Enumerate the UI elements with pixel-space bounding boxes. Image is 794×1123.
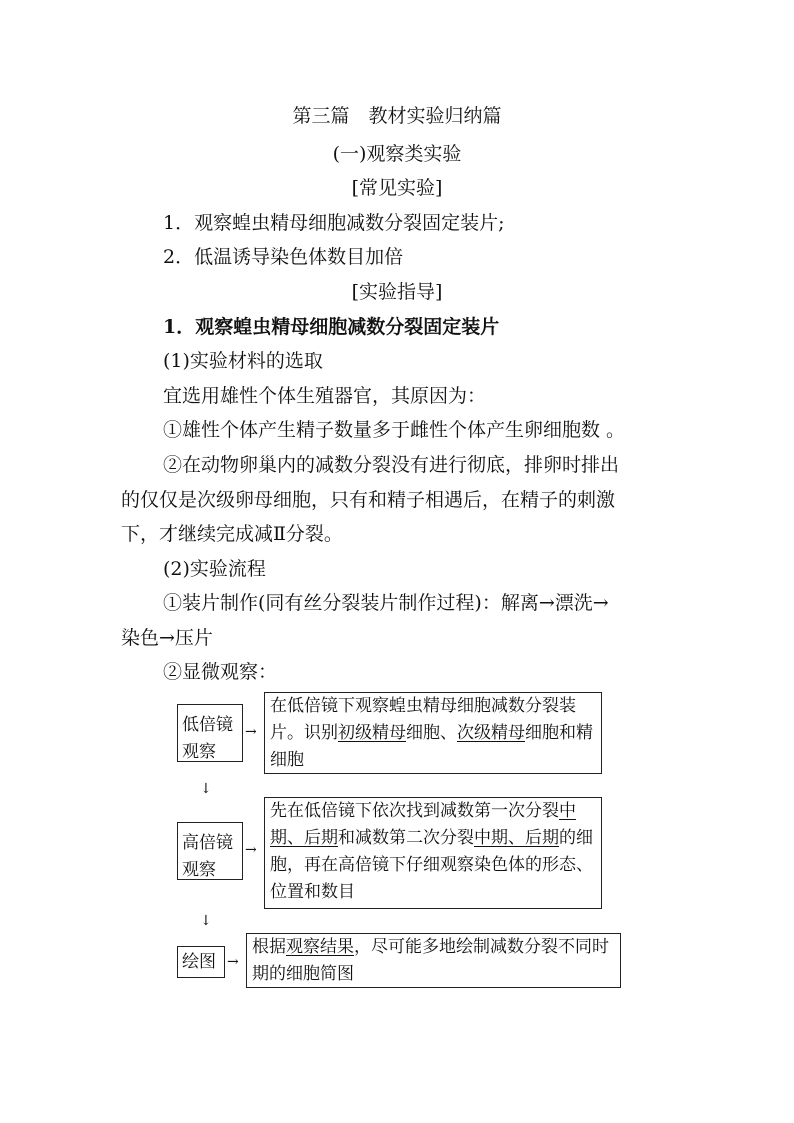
guide-heading: 1．观察蝗虫精母细胞减数分裂固定装片 — [163, 316, 500, 338]
material-intro: 宜选用雄性个体生殖器官，其原因为： — [163, 385, 487, 407]
drawing-label-box — [177, 946, 225, 978]
high-power-label-line-1: 高倍镜 — [182, 833, 233, 853]
step-1-line-2: 染色→压片 — [121, 627, 213, 649]
high-power-label-box — [177, 822, 243, 880]
high-power-label-line-2: 观察 — [182, 860, 216, 880]
experiment-item-2: 2．低温诱导染色体数目加倍 — [163, 246, 404, 268]
reason-1: ①雄性个体产生精子数量多于雌性个体产生卵细胞数 。 — [163, 419, 626, 441]
low-power-label-box — [177, 704, 243, 762]
drawing-desc-text-1: 根据 — [252, 937, 286, 957]
step-2: ②显微观察： — [163, 661, 278, 683]
section-title: (一)观察类实验 — [332, 143, 462, 165]
drawing-desc-underline-1: 观察结果 — [286, 937, 354, 957]
low-power-desc-text-1: 在低倍镜下观察蝗虫精母细胞减数分裂装片。识别 — [270, 696, 576, 743]
low-power-label-line-1: 低倍镜 — [182, 715, 233, 735]
common-experiments-label: [常见实验] — [351, 177, 443, 199]
page-title: 第三篇 教材实验归纳篇 — [292, 105, 502, 127]
reason-2-line-3: 下，才继续完成减Ⅱ分裂。 — [121, 523, 343, 545]
guide-label: [实验指导] — [351, 281, 443, 303]
high-power-desc-text-2: 和减数第二次分裂 — [338, 828, 474, 848]
low-power-desc-box — [264, 692, 602, 774]
step-1-line-1: ①装片制作(同有丝分裂装片制作过程)：解离→漂洗→ — [163, 592, 609, 614]
arrow-down-icon: ↓ — [200, 913, 212, 929]
low-power-desc-underline-1: 初级精母 — [338, 723, 406, 743]
arrow-down-icon: ↓ — [200, 781, 212, 797]
low-power-desc-underline-2: 次级精母 — [457, 723, 525, 743]
material-title: (1)实验材料的选取 — [163, 350, 323, 372]
low-power-label-line-2: 观察 — [182, 742, 216, 762]
high-power-desc-underline-2: 中期、后期 — [474, 828, 559, 848]
low-power-desc-text-2: 细胞、 — [406, 723, 457, 743]
high-power-desc-box — [264, 797, 602, 909]
drawing-label: 绘图 — [182, 952, 216, 972]
experiment-item-1: 1．观察蝗虫精母细胞减数分裂固定装片; — [163, 212, 505, 234]
arrow-right-icon: → — [245, 724, 257, 740]
arrow-right-icon: → — [227, 954, 239, 970]
arrow-right-icon: → — [245, 842, 257, 858]
drawing-desc-box — [246, 933, 621, 988]
reason-2-line-1: ②在动物卵巢内的减数分裂没有进行彻底，排卵时排出 — [163, 454, 620, 476]
flow-title: (2)实验流程 — [163, 558, 266, 580]
high-power-desc-underline-1: 中期、后期 — [270, 801, 576, 848]
reason-2-line-2: 的仅仅是次级卵母细胞，只有和精子相遇后，在精子的刺激 — [121, 489, 616, 511]
high-power-desc-text-3: 的细胞，再在高倍镜下仔细观察染色体的形态、位置和数目 — [270, 828, 593, 902]
low-power-desc-text-3: 细胞和精细胞 — [270, 723, 593, 770]
high-power-desc-text-1: 先在低倍镜下依次找到减数第一次分裂 — [270, 801, 559, 821]
drawing-desc-text-2: ，尽可能多地绘制减数分裂不同时期的细胞简图 — [252, 937, 609, 984]
